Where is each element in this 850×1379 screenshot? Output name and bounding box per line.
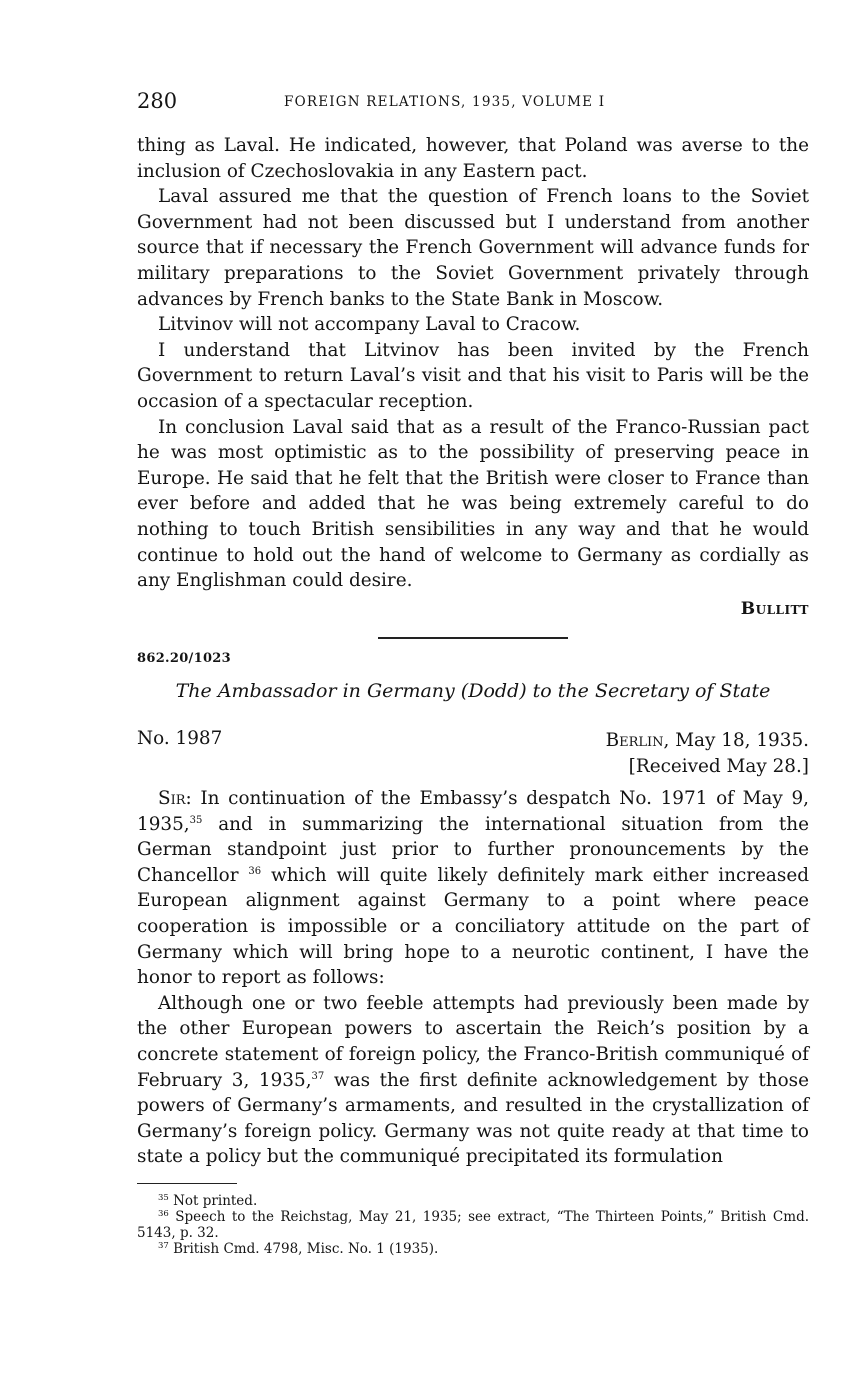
signature: Bullitt	[740, 598, 809, 619]
dateline	[606, 728, 809, 779]
page-header	[137, 89, 809, 117]
footnote	[137, 1241, 809, 1257]
paragraph: thing as Laval. He indicated, however, that Poland was averse to the inclusion of Czechoslovakia in any Eastern pact.	[137, 135, 809, 182]
paragraph	[137, 991, 809, 1170]
footnote-mark: 35	[158, 1193, 169, 1203]
running-title: FOREIGN RELATIONS, 1935, VOLUME I	[284, 94, 606, 110]
footnote-text: Not printed.	[168, 1193, 258, 1209]
footnote-mark: 37	[158, 1241, 169, 1251]
dateline-date: , May 18, 1935.	[663, 730, 809, 751]
paragraph	[137, 786, 809, 991]
footnote-divider	[137, 1183, 237, 1184]
footnote-text: British Cmd. 4798, Misc. No. 1 (1935).	[168, 1241, 439, 1257]
paragraph-text: and in summarizing the international situation from the German standpoint just prior to further pronouncements by the Chancellor	[137, 813, 809, 886]
paragraph-text: : In continuation of the Embassy’s despatch No. 1971 of May 9, 1935,	[137, 788, 809, 835]
document-title: The Ambassador in Germany (Dodd) to the Secretary of State	[175, 680, 771, 702]
despatch-number: No. 1987	[137, 728, 223, 749]
received-date: [Received May 28.]	[628, 755, 809, 777]
paragraph: Laval assured me that the question of French loans to the Soviet Government had not been discussed but I understand from another source that if necessary the French Government will advance funds for military preparations to the Soviet Government privately through advances by French banks to the State Bank in Moscow.	[137, 186, 809, 310]
paragraph: In conclusion Laval said that as a result of the Franco-Russian pact he was most optimistic as to the possibility of preserving peace in Europe. He said that he felt that the British were closer to France than ever before and added that he was being extremely careful to do nothing to touch British sensibilities in any way and that he would continue to hold out the hand of welcome to Germany as cordially as any Englishman could desire.	[137, 416, 809, 592]
footnote-ref: 37	[311, 1070, 325, 1082]
section-divider	[378, 637, 568, 639]
footnote-mark: 36	[158, 1209, 169, 1219]
despatch-body	[137, 786, 809, 1170]
paragraph-text: was the first definite acknowledgement by those powers of Germany’s armaments, and resulted in the crystallization of Germany’s foreign policy. Germany was not quite ready at that time to state a policy but the communiqué precipitated its formulation	[137, 1069, 809, 1168]
page-number: 280	[137, 89, 178, 113]
file-number: 862.20/1023	[137, 651, 231, 666]
footnote-text: Speech to the Reichstag, May 21, 1935; see extract, “The Thirteen Points,” British Cmd. 5143, p. 32.	[137, 1209, 809, 1241]
footnote-ref: 36	[248, 865, 262, 877]
footnotes	[137, 1193, 809, 1257]
dateline-place: Berlin	[605, 730, 664, 751]
salutation: Sir	[158, 788, 186, 809]
previous-document-text	[137, 133, 809, 622]
footnote	[137, 1209, 809, 1241]
paragraph-text: which will quite likely definitely mark either increased European alignment against Germany to a point where peace cooperation is impossible or a conciliatory attitude on the part of Germany which will bring hope to a neurotic continent, I have the honor to report as follows:	[137, 864, 809, 989]
paragraph: I understand that Litvinov has been invited by the French Government to return Laval’s visit and that his visit to Paris will be the occasion of a spectacular reception.	[137, 339, 809, 412]
footnote	[137, 1193, 809, 1209]
footnote-ref: 35	[189, 814, 203, 826]
paragraph-text: Although one or two feeble attempts had previously been made by the other European powers to ascertain the Reich’s position by a concrete statement of foreign policy, the Franco-British communiqué of February 3, 1935,	[137, 992, 809, 1091]
paragraph: Litvinov will not accompany Laval to Cracow.	[158, 314, 581, 336]
